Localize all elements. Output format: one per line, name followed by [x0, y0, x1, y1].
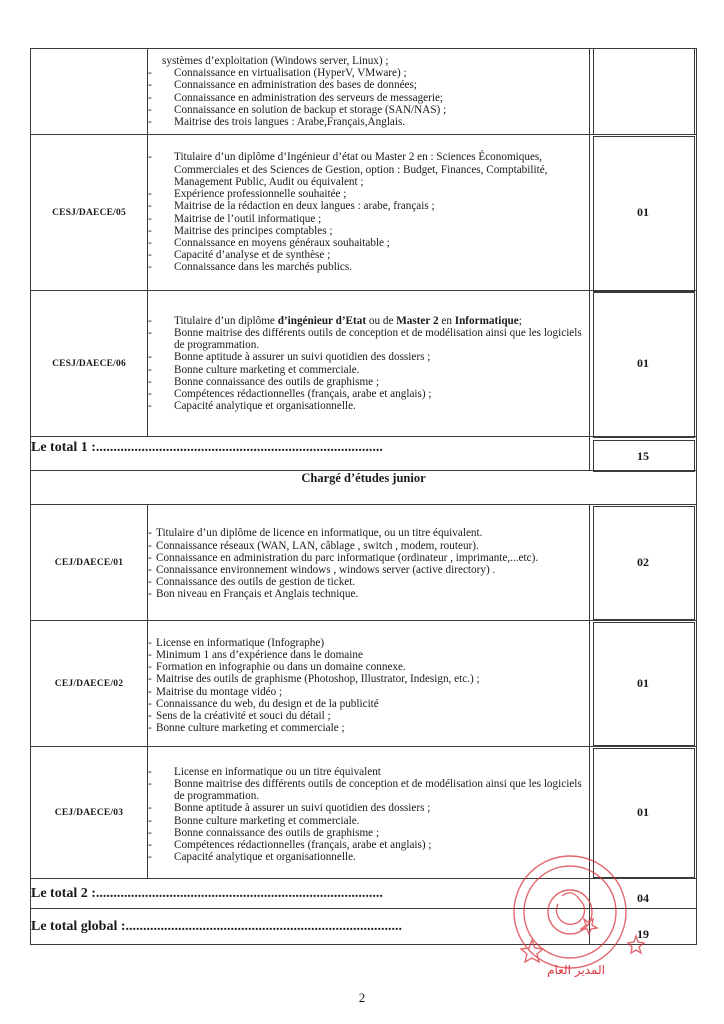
quantity-box [593, 136, 695, 292]
post-code-cell: CESJ/DAECE/05 [31, 135, 148, 291]
list-item: - Formation en infographie ou dans un domaine connexe. [148, 661, 406, 674]
list-item: - Titulaire d’un diplôme d’ingénieur d’Etat ou de Master 2 en Informatique; [148, 314, 522, 327]
requirements-cell [148, 291, 590, 437]
list-item: - Maitrise de l’outil informatique ; [148, 212, 322, 225]
requirements-cell [148, 135, 590, 291]
list-item: - Maitrise des principes comptables ; [148, 224, 333, 237]
quantity-cell: 01 [590, 135, 697, 291]
requirements-list [148, 55, 589, 128]
quantity-box [593, 622, 695, 746]
quantity-cell: 01 [590, 291, 697, 437]
list-item: - Connaissance en administration du parc informatique (ordinateur , imprimante,...etc). [148, 551, 539, 564]
list-item: - Maitrise des outils de graphisme (Photoshop, Illustrator, Indesign, etc.) ; [148, 673, 480, 686]
list-item: - Compétences rédactionnelles (français, arabe et anglais) ; [148, 838, 432, 851]
list-item: - Titulaire d’un diplôme d’Ingénieur d’état ou Master 2 en : Sciences Économiques, Commerciales et des Sciences de Gestion, option : Budget, Finances, Comptabilité, Management Public, Audit ou équivalent ; [148, 151, 548, 188]
list-item: - Connaissance en virtualisation (HyperV, VMware) ; [148, 67, 407, 80]
list-item: - Connaissance dans les marchés publics. [148, 261, 353, 274]
total-1-label: Le total 1 :.................................................................................. [31, 437, 590, 471]
list-item: - Expérience professionnelle souhaitée ; [148, 188, 347, 201]
total-1-value: 15 [590, 437, 697, 471]
list-item: - Sens de la créativité et souci du détail ; [148, 709, 331, 722]
requirements-list [148, 315, 589, 413]
quantity-cell: 02 [590, 505, 697, 621]
list-item: - Maitrise du montage vidéo ; [148, 685, 283, 698]
post-code-cell: CESJ/DAECE/06 [31, 291, 148, 437]
list-item: - Minimum 1 ans d’expérience dans le domaine [148, 648, 363, 661]
list-item: - Connaissance réseaux (WAN, LAN, câblage , switch , modem, routeur). [148, 539, 479, 552]
list-item: - Bonne connaissance des outils de graphisme ; [148, 826, 380, 839]
total-global-label: Le total global :............................................................................... [31, 909, 590, 945]
quantity-box [593, 506, 695, 620]
list-item: - License en informatique (Infographe) [148, 636, 325, 649]
post-code-cell: CEJ/DAECE/02 [31, 621, 148, 747]
post-code-cell [31, 49, 148, 135]
total-2-value: 04 [590, 879, 697, 909]
list-item: - Capacité d’analyse et de synthèse ; [148, 249, 331, 262]
list-item: - License en informatique ou un titre équivalent [148, 765, 381, 778]
quantity-cell: 01 [590, 621, 697, 747]
requirements-cell [148, 505, 590, 621]
list-item: - Bonne aptitude à assurer un suivi quotidien des dossiers ; [148, 351, 431, 364]
quantity-box [593, 440, 695, 472]
list-item: - Bonne maitrise des différents outils de conception et de modélisation ainsi que les logiciels de programmation. [148, 326, 582, 352]
section-title: Chargé d’études junior [31, 471, 697, 505]
post-code-cell: CEJ/DAECE/03 [31, 747, 148, 879]
list-item: - Capacité analytique et organisationnelle. [148, 400, 356, 413]
quantity-box [593, 48, 695, 135]
list-item: - Titulaire d’un diplôme de licence en informatique, ou un titre équivalent. [148, 527, 483, 540]
requirements-list [148, 151, 589, 273]
list-item: - Bonne culture marketing et commerciale. [148, 814, 360, 827]
quantity-cell: 01 [590, 747, 697, 879]
list-item: - Connaissance en moyens généraux souhaitable ; [148, 236, 390, 249]
list-item: - Connaissance des outils de gestion de ticket. [148, 576, 356, 589]
list-item: - Connaissance environnement windows , windows server (active directory) . [148, 564, 496, 576]
list-item: - Bonne culture marketing et commerciale. [148, 363, 360, 376]
list-item: - Maitrise des trois langues : Arabe,Français,Anglais. [148, 115, 406, 128]
requirements-cell [148, 621, 590, 747]
list-item: - Connaissance du web, du design et de la publicité [148, 697, 379, 710]
list-item: - Connaissance en administration des bases de données; [148, 79, 417, 92]
total-2-label: Le total 2 :.................................................................................. [31, 879, 590, 909]
list-item: - Maitrise de la rédaction en deux langues : arabe, français ; [148, 200, 435, 213]
list-item: - Bonne maitrise des différents outils de conception et de modélisation ainsi que les logiciels de programmation. [148, 777, 582, 803]
list-item: - Connaissance en administration des serveurs de messagerie; [148, 91, 444, 104]
post-code-cell: CEJ/DAECE/01 [31, 505, 148, 621]
list-item: - Capacité analytique et organisationnelle. [148, 851, 356, 864]
official-stamp-icon [498, 844, 648, 986]
requirements-cell [148, 49, 590, 135]
list-item: - Bonne culture marketing et commerciale ; [148, 722, 345, 735]
quantity-box [593, 292, 695, 438]
list-item: - Bonne connaissance des outils de graphisme ; [148, 375, 380, 388]
list-item: - Bonne aptitude à assurer un suivi quotidien des dossiers ; [148, 802, 431, 815]
list-item: - Compétences rédactionnelles (français, arabe et anglais) ; [148, 387, 432, 400]
list-item: systèmes d’exploitation (Windows server, Linux) ; [162, 54, 389, 67]
total-global-value: 19 [590, 909, 697, 945]
requirements-list [148, 527, 589, 600]
page-number: 2 [358, 990, 366, 1005]
list-item: - Bon niveau en Français et Anglais technique. [148, 588, 359, 601]
list-item: - Connaissance en solution de backup et storage (SAN/NAS) ; [148, 103, 447, 116]
section-row [31, 471, 697, 505]
requirements-list [148, 637, 589, 735]
svg-text:المدير العام: المدير العام [547, 963, 605, 977]
